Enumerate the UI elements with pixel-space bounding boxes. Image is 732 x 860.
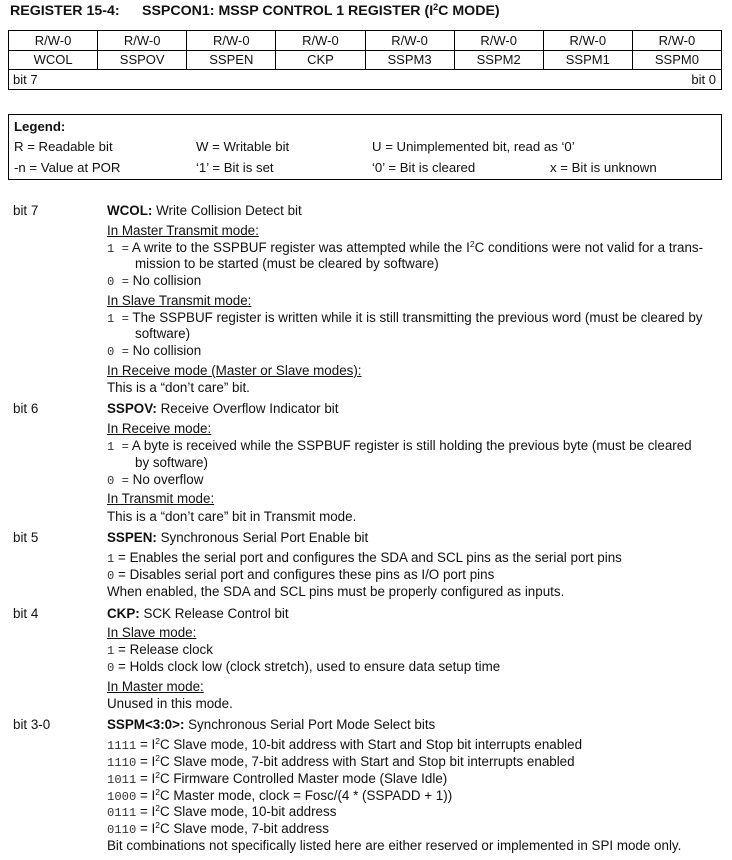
bit-heading: SSPOV: Receive Overflow Indicator bit — [107, 401, 339, 416]
value-description: 1 = A write to the SSPBUF register was attempted while the $I^2C$ conditions were not valid for a trans- — [107, 239, 704, 256]
mode-option: $1110 = I^2C$ Slave mode, 7-bit address with Start and Stop bit interrupts enabled — [107, 753, 575, 770]
value-description: 1 = A byte is received while the SSPBUF register is still holding the previous byte (must be cleared — [107, 438, 692, 454]
legend-cleared: ‘0’ = Bit is cleared — [372, 160, 476, 175]
value-description: 0 = Disables serial port and configures these pins as I/O port pins — [107, 567, 495, 583]
bit-heading: SSPM<3:0>: Synchronous Serial Port Mode Select bits — [107, 717, 436, 732]
mode-option: $1011 = I^2C$ Firmware Controlled Master mode (Slave Idle) — [107, 770, 448, 787]
value-description: 0 = No collision — [107, 273, 202, 289]
bit-name-cell: WCOL — [8, 50, 98, 69]
register-bit-table — [8, 30, 722, 90]
register-title — [10, 3, 500, 19]
mode-heading: In Master Transmit mode: — [107, 223, 259, 238]
register-name: SSPCON1: MSSP CONTROL 1 REGISTER ($I^2C$ MODE) — [142, 2, 500, 19]
legend-unknown: x = Bit is unknown — [550, 160, 657, 175]
mode-note: Unused in this mode. — [107, 696, 233, 711]
bit-name-cell: SSPM1 — [543, 50, 633, 69]
value-description: 0 = No overflow — [107, 472, 204, 488]
mode-heading: In Master mode: — [107, 679, 204, 694]
mode-heading: In Receive mode (Master or Slave modes): — [107, 363, 362, 378]
bit-label: bit 4 — [13, 606, 39, 621]
legend-box — [8, 114, 722, 180]
value-description: 1 = Release clock — [107, 642, 213, 658]
bit-heading: SSPEN: Synchronous Serial Port Enable bit — [107, 530, 369, 545]
legend-readable: R = Readable bit — [14, 139, 113, 154]
access-cell: R/W-0 — [632, 31, 721, 51]
mode-option: $0110 = I^2C$ Slave mode, 7-bit address — [107, 820, 329, 837]
bit-msb-label: bit 7 — [13, 72, 38, 87]
access-row — [9, 31, 722, 51]
mode-option: $1000 = I^2C$ Master mode, clock = Fosc/(4 * (SSPADD + 1)) — [107, 787, 453, 804]
mode-heading: In Slave mode: — [107, 625, 197, 640]
bit-lsb-label: bit 0 — [691, 72, 716, 87]
bit-heading: CKP: SCK Release Control bit — [107, 606, 289, 621]
bit-name-cell: CKP — [275, 50, 365, 69]
access-cell: R/W-0 — [9, 31, 98, 51]
bit-name-row — [9, 50, 722, 70]
value-description: 0 = No collision — [107, 343, 202, 359]
value-description-cont: mission to be started (must be cleared by software) — [135, 256, 439, 271]
mode-heading: In Transmit mode: — [107, 491, 215, 506]
access-cell: R/W-0 — [365, 31, 454, 51]
register-number: REGISTER 15-4: — [10, 3, 120, 19]
value-description: 0 = Holds clock low (clock stretch), used to ensure data setup time — [107, 659, 501, 675]
bit-label: bit 7 — [13, 203, 39, 218]
bit-name-cell: SSPM0 — [632, 50, 722, 69]
legend-unimplemented: U = Unimplemented bit, read as ‘0’ — [372, 139, 575, 154]
access-cell: R/W-0 — [276, 31, 365, 51]
bit-label: bit 5 — [13, 530, 39, 545]
mode-heading: In Slave Transmit mode: — [107, 293, 252, 308]
bit-name-cell: SSPM3 — [365, 50, 455, 69]
legend-writable: W = Writable bit — [196, 139, 290, 154]
access-cell: R/W-0 — [454, 31, 543, 51]
bit-name-cell: SSPEN — [186, 50, 276, 69]
bit-name-cell: SSPM2 — [454, 50, 544, 69]
access-cell: R/W-0 — [187, 31, 276, 51]
bit-range-row — [9, 70, 722, 90]
legend-title: Legend: — [14, 119, 66, 134]
access-cell: R/W-0 — [98, 31, 187, 51]
legend-por: -n = Value at POR — [14, 160, 121, 175]
mode-note: This is a “don’t care” bit. — [107, 380, 250, 395]
value-description-cont: software) — [135, 326, 191, 341]
access-cell: R/W-0 — [543, 31, 632, 51]
bit-name-cell: SSPOV — [97, 50, 187, 69]
bit-label: bit 3-0 — [13, 717, 51, 732]
value-description-cont: by software) — [135, 455, 208, 470]
value-description: 1 = Enables the serial port and configures the SDA and SCL pins as the serial port pins — [107, 550, 622, 566]
bit-label: bit 6 — [13, 401, 39, 416]
mode-note: This is a “don’t care” bit in Transmit mode. — [107, 509, 357, 524]
legend-set: ‘1’ = Bit is set — [196, 160, 274, 175]
mode-option: $1111 = I^2C$ Slave mode, 10-bit address with Start and Stop bit interrupts enabled — [107, 736, 583, 753]
value-description: 1 = The SSPBUF register is written while it is still transmitting the previous word (must be cleared by — [107, 310, 703, 326]
bit-note: When enabled, the SDA and SCL pins must be properly configured as inputs. — [107, 584, 565, 599]
bit-note: Bit combinations not specifically listed here are either reserved or implemented in SPI mode only. — [107, 838, 682, 853]
mode-option: $0111 = I^2C$ Slave mode, 10-bit address — [107, 803, 337, 820]
bit-heading: WCOL: Write Collision Detect bit — [107, 203, 302, 218]
mode-heading: In Receive mode: — [107, 421, 212, 436]
